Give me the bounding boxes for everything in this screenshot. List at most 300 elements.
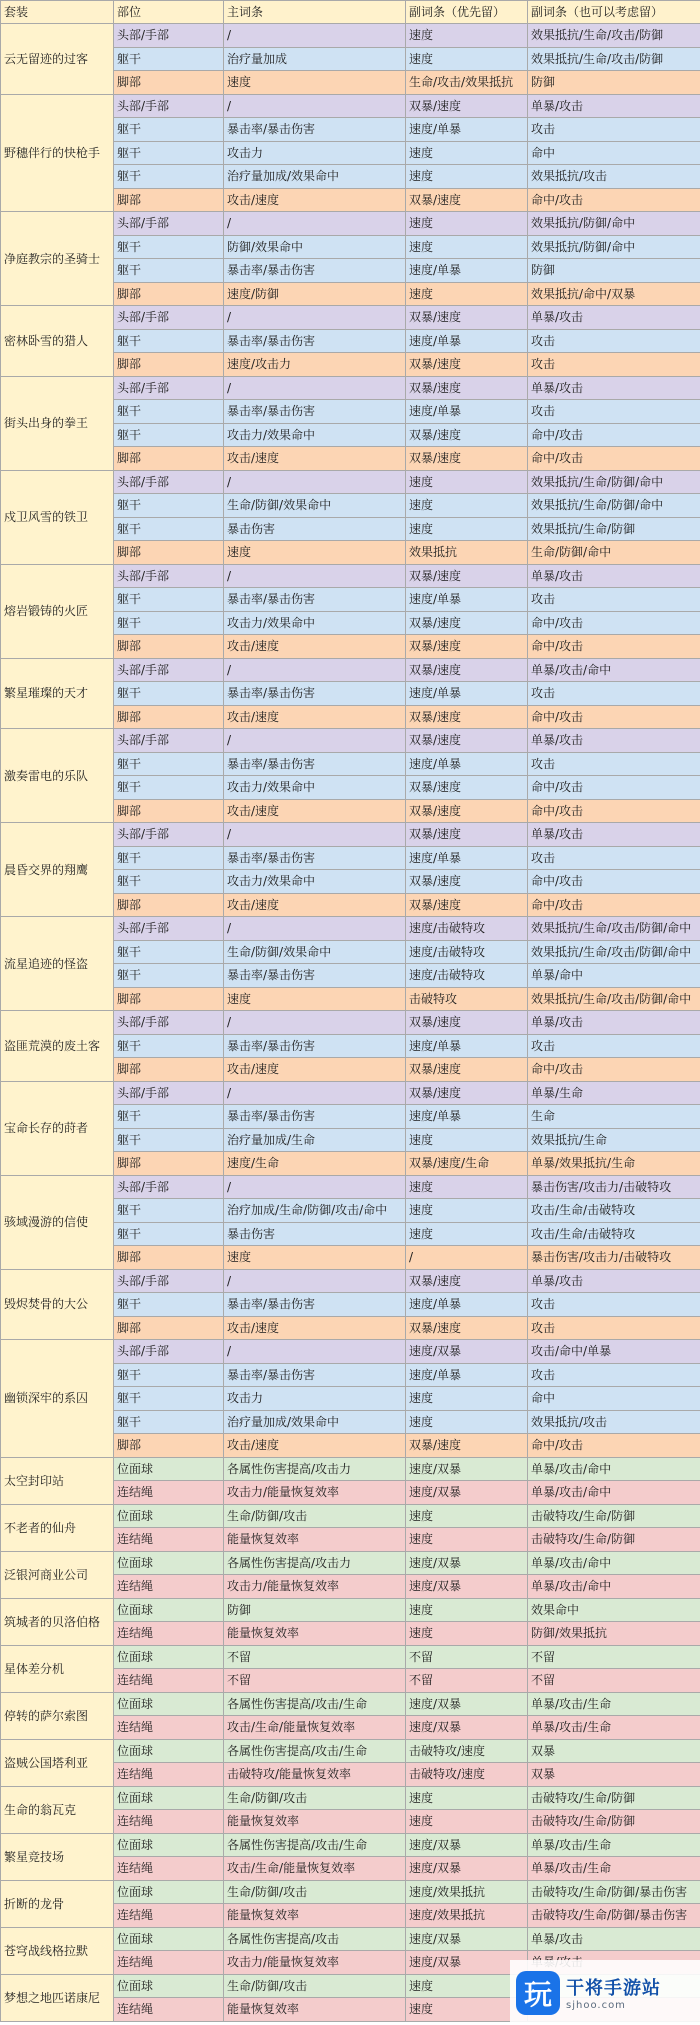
sub-stat-priority-cell: 速度 bbox=[406, 1974, 528, 1998]
main-stat-cell: 生命/防御/攻击 bbox=[224, 1880, 406, 1904]
sub-stat-priority-cell: 速度 bbox=[406, 24, 528, 48]
set-name-cell: 净庭教宗的圣骑士 bbox=[1, 212, 114, 306]
main-stat-cell: 攻击/速度 bbox=[224, 705, 406, 729]
main-stat-cell: 治疗量加成/效果命中 bbox=[224, 165, 406, 189]
sub-stat-priority-cell: 速度/双暴 bbox=[406, 1340, 528, 1364]
sub-stat-optional-cell: 击破特攻/生命/防御/暴击伤害 bbox=[528, 1880, 700, 1904]
slot-cell: 躯干 bbox=[114, 940, 224, 964]
table-row bbox=[1, 1269, 700, 1293]
slot-cell: 躯干 bbox=[114, 329, 224, 353]
main-stat-cell: 各属性伤害提高/攻击/生命 bbox=[224, 1692, 406, 1716]
sub-stat-priority-cell: 速度/效果抵抗 bbox=[406, 1880, 528, 1904]
table-row bbox=[1, 917, 700, 941]
sub-stat-optional-cell: 命中/攻击 bbox=[528, 705, 700, 729]
sub-stat-optional-cell: 命中/攻击 bbox=[528, 1434, 700, 1458]
sub-stat-priority-cell: 不留 bbox=[406, 1645, 528, 1669]
main-stat-cell: / bbox=[224, 1081, 406, 1105]
set-name-cell: 太空封印站 bbox=[1, 1457, 114, 1504]
sub-stat-priority-cell: 双暴/速度 bbox=[406, 564, 528, 588]
sub-stat-priority-cell: 速度 bbox=[406, 47, 528, 71]
slot-cell: 连结绳 bbox=[114, 1998, 224, 2022]
table-row bbox=[1, 1457, 700, 1481]
slot-cell: 躯干 bbox=[114, 1034, 224, 1058]
main-stat-cell: 攻击力/效果命中 bbox=[224, 776, 406, 800]
sub-stat-optional-cell: 效果抵抗/生命/防御/命中 bbox=[528, 494, 700, 518]
sub-stat-optional-cell: 单暴/攻击/命中 bbox=[528, 658, 700, 682]
table-row bbox=[1, 1598, 700, 1622]
main-stat-cell: / bbox=[224, 24, 406, 48]
sub-stat-optional-cell: 不留 bbox=[528, 1669, 700, 1693]
main-stat-cell: 生命/防御/攻击 bbox=[224, 1974, 406, 1998]
table-row bbox=[1, 823, 700, 847]
slot-cell: 头部/手部 bbox=[114, 1081, 224, 1105]
table-row bbox=[1, 564, 700, 588]
main-stat-cell: 各属性伤害提高/攻击/生命 bbox=[224, 1833, 406, 1857]
set-name-cell: 苍穹战线格拉默 bbox=[1, 1927, 114, 1974]
table-row bbox=[1, 1081, 700, 1105]
sub-stat-priority-cell: 速度 bbox=[406, 165, 528, 189]
sub-stat-optional-cell: 生命/防御/命中 bbox=[528, 541, 700, 565]
main-stat-cell: 治疗量加成/效果命中 bbox=[224, 1410, 406, 1434]
sub-stat-priority-cell: 速度/双暴 bbox=[406, 1833, 528, 1857]
sub-stat-priority-cell: 双暴/速度 bbox=[406, 423, 528, 447]
main-stat-cell: 暴击率/暴击伤害 bbox=[224, 1293, 406, 1317]
sub-stat-optional-cell: 攻击 bbox=[528, 682, 700, 706]
sub-stat-optional-cell: 效果抵抗/生命/攻击/防御 bbox=[528, 24, 700, 48]
sub-stat-priority-cell: 速度 bbox=[406, 1199, 528, 1223]
sub-stat-priority-cell: 速度/双暴 bbox=[406, 1481, 528, 1505]
main-stat-cell: 攻击/速度 bbox=[224, 188, 406, 212]
sub-stat-optional-cell: 单暴/攻击 bbox=[528, 564, 700, 588]
sub-stat-priority-cell: 速度/击破特攻 bbox=[406, 940, 528, 964]
slot-cell: 位面球 bbox=[114, 1598, 224, 1622]
sub-stat-optional-cell: 命中/攻击 bbox=[528, 1058, 700, 1082]
sub-stat-priority-cell: 速度 bbox=[406, 1222, 528, 1246]
main-stat-cell: 攻击力 bbox=[224, 1387, 406, 1411]
sub-stat-priority-cell: 速度 bbox=[406, 470, 528, 494]
sub-stat-optional-cell: 单暴/攻击/生命 bbox=[528, 1716, 700, 1740]
sub-stat-priority-cell: 速度 bbox=[406, 1175, 528, 1199]
main-stat-cell: 不留 bbox=[224, 1669, 406, 1693]
sub-stat-optional-cell: 攻击 bbox=[528, 588, 700, 612]
sub-stat-priority-cell: 双暴/速度 bbox=[406, 776, 528, 800]
sub-stat-priority-cell: 双暴/速度 bbox=[406, 188, 528, 212]
main-stat-cell: 攻击/速度 bbox=[224, 1316, 406, 1340]
sub-stat-priority-cell: 双暴/速度 bbox=[406, 1316, 528, 1340]
sub-stat-optional-cell: 攻击 bbox=[528, 1034, 700, 1058]
set-name-cell: 盗贼公国塔利亚 bbox=[1, 1739, 114, 1786]
main-stat-cell: 暴击率/暴击伤害 bbox=[224, 1105, 406, 1129]
sub-stat-priority-cell: 双暴/速度 bbox=[406, 1058, 528, 1082]
sub-stat-optional-cell: 命中 bbox=[528, 141, 700, 165]
sub-stat-priority-cell: 速度/效果抵抗 bbox=[406, 1904, 528, 1928]
sub-stat-priority-cell: 双暴/速度 bbox=[406, 353, 528, 377]
main-stat-cell: 攻击力/能量恢复效率 bbox=[224, 1575, 406, 1599]
sub-stat-priority-cell: 速度/单暴 bbox=[406, 752, 528, 776]
slot-cell: 位面球 bbox=[114, 1645, 224, 1669]
table-row bbox=[1, 1786, 700, 1810]
main-stat-cell: 攻击力/能量恢复效率 bbox=[224, 1951, 406, 1975]
watermark-text bbox=[566, 1974, 661, 2011]
slot-cell: 脚部 bbox=[114, 1152, 224, 1176]
sub-stat-priority-cell: 击破特攻/速度 bbox=[406, 1739, 528, 1763]
sub-stat-optional-cell: 击破特攻/生命/防御 bbox=[528, 1810, 700, 1834]
main-stat-cell: 击破特攻/能量恢复效率 bbox=[224, 1763, 406, 1787]
sub-stat-optional-cell: 单暴/攻击 bbox=[528, 823, 700, 847]
slot-cell: 躯干 bbox=[114, 682, 224, 706]
slot-cell: 躯干 bbox=[114, 1199, 224, 1223]
slot-cell: 头部/手部 bbox=[114, 470, 224, 494]
main-stat-cell: 暴击伤害 bbox=[224, 1222, 406, 1246]
table-row bbox=[1, 1551, 700, 1575]
sub-stat-priority-cell: 双暴/速度 bbox=[406, 635, 528, 659]
sub-stat-priority-cell: 速度/单暴 bbox=[406, 259, 528, 283]
sub-stat-optional-cell: 命中/攻击 bbox=[528, 799, 700, 823]
sub-stat-optional-cell: 命中/攻击 bbox=[528, 870, 700, 894]
sub-stat-optional-cell: 命中/攻击 bbox=[528, 423, 700, 447]
sub-stat-optional-cell: 效果命中 bbox=[528, 1598, 700, 1622]
slot-cell: 躯干 bbox=[114, 165, 224, 189]
slot-cell: 躯干 bbox=[114, 494, 224, 518]
sub-stat-priority-cell: 速度/单暴 bbox=[406, 400, 528, 424]
main-stat-cell: 生命/防御/攻击 bbox=[224, 1504, 406, 1528]
sub-stat-optional-cell: 攻击 bbox=[528, 329, 700, 353]
sub-stat-optional-cell: 击破特攻/生命/防御 bbox=[528, 1786, 700, 1810]
slot-cell: 躯干 bbox=[114, 1293, 224, 1317]
set-name-cell: 繁星璀璨的天才 bbox=[1, 658, 114, 729]
slot-cell: 脚部 bbox=[114, 705, 224, 729]
sub-stat-optional-cell: 单暴/攻击/命中 bbox=[528, 1551, 700, 1575]
sub-stat-priority-cell: 速度 bbox=[406, 1786, 528, 1810]
slot-cell: 连结绳 bbox=[114, 1716, 224, 1740]
slot-cell: 脚部 bbox=[114, 893, 224, 917]
sub-stat-optional-cell: 命中/攻击 bbox=[528, 447, 700, 471]
sub-stat-priority-cell: 速度/双暴 bbox=[406, 1716, 528, 1740]
main-stat-cell: / bbox=[224, 823, 406, 847]
sub-stat-priority-cell: 速度 bbox=[406, 1998, 528, 2022]
header-sub-stat-optional: 副词条（也可以考虑留） bbox=[528, 1, 700, 24]
sub-stat-optional-cell: 单暴/攻击/生命 bbox=[528, 1833, 700, 1857]
slot-cell: 连结绳 bbox=[114, 1528, 224, 1552]
slot-cell: 躯干 bbox=[114, 517, 224, 541]
sub-stat-optional-cell: 命中/攻击 bbox=[528, 893, 700, 917]
slot-cell: 连结绳 bbox=[114, 1669, 224, 1693]
sub-stat-priority-cell: 速度/单暴 bbox=[406, 846, 528, 870]
table-row bbox=[1, 24, 700, 48]
set-name-cell: 不老者的仙舟 bbox=[1, 1504, 114, 1551]
sub-stat-priority-cell: 双暴/速度 bbox=[406, 1081, 528, 1105]
main-stat-cell: 暴击率/暴击伤害 bbox=[224, 964, 406, 988]
sub-stat-optional-cell: 效果抵抗/防御/命中 bbox=[528, 235, 700, 259]
sub-stat-priority-cell: 速度/单暴 bbox=[406, 118, 528, 142]
main-stat-cell: 速度/攻击力 bbox=[224, 353, 406, 377]
table-row bbox=[1, 1645, 700, 1669]
main-stat-cell: / bbox=[224, 94, 406, 118]
main-stat-cell: 攻击/速度 bbox=[224, 635, 406, 659]
slot-cell: 躯干 bbox=[114, 776, 224, 800]
slot-cell: 位面球 bbox=[114, 1504, 224, 1528]
slot-cell: 位面球 bbox=[114, 1880, 224, 1904]
sub-stat-priority-cell: 双暴/速度 bbox=[406, 94, 528, 118]
sub-stat-priority-cell: / bbox=[406, 1246, 528, 1270]
slot-cell: 连结绳 bbox=[114, 1575, 224, 1599]
header-slot: 部位 bbox=[114, 1, 224, 24]
slot-cell: 脚部 bbox=[114, 353, 224, 377]
slot-cell: 位面球 bbox=[114, 1739, 224, 1763]
sub-stat-optional-cell: 攻击/生命/击破特攻 bbox=[528, 1222, 700, 1246]
sub-stat-optional-cell: 效果抵抗/命中/双暴 bbox=[528, 282, 700, 306]
slot-cell: 脚部 bbox=[114, 71, 224, 95]
sub-stat-optional-cell: 效果抵抗/攻击 bbox=[528, 1410, 700, 1434]
sub-stat-priority-cell: 速度/单暴 bbox=[406, 1105, 528, 1129]
sub-stat-priority-cell: 双暴/速度 bbox=[406, 823, 528, 847]
set-name-cell: 生命的翁瓦克 bbox=[1, 1786, 114, 1833]
sub-stat-optional-cell: 效果抵抗/生命 bbox=[528, 1128, 700, 1152]
set-name-cell: 晨昏交界的翔鹰 bbox=[1, 823, 114, 917]
sub-stat-priority-cell: 速度/单暴 bbox=[406, 1034, 528, 1058]
slot-cell: 头部/手部 bbox=[114, 729, 224, 753]
slot-cell: 躯干 bbox=[114, 611, 224, 635]
sub-stat-priority-cell: 双暴/速度 bbox=[406, 1011, 528, 1035]
main-stat-cell: / bbox=[224, 564, 406, 588]
sub-stat-priority-cell: 双暴/速度 bbox=[406, 729, 528, 753]
main-stat-cell: 速度/生命 bbox=[224, 1152, 406, 1176]
sub-stat-priority-cell: 速度/单暴 bbox=[406, 1293, 528, 1317]
table-row bbox=[1, 1692, 700, 1716]
main-stat-cell: 暴击伤害 bbox=[224, 517, 406, 541]
set-name-cell: 繁星竞技场 bbox=[1, 1833, 114, 1880]
slot-cell: 头部/手部 bbox=[114, 1340, 224, 1364]
sub-stat-optional-cell: 单暴/效果抵抗/生命 bbox=[528, 1152, 700, 1176]
sub-stat-optional-cell: 效果抵抗/生命/攻击/防御 bbox=[528, 47, 700, 71]
main-stat-cell: 攻击/速度 bbox=[224, 447, 406, 471]
main-stat-cell: / bbox=[224, 658, 406, 682]
slot-cell: 躯干 bbox=[114, 1410, 224, 1434]
slot-cell: 位面球 bbox=[114, 1457, 224, 1481]
slot-cell: 连结绳 bbox=[114, 1481, 224, 1505]
sub-stat-priority-cell: 速度 bbox=[406, 1504, 528, 1528]
slot-cell: 连结绳 bbox=[114, 1810, 224, 1834]
slot-cell: 位面球 bbox=[114, 1974, 224, 1998]
slot-cell: 位面球 bbox=[114, 1786, 224, 1810]
main-stat-cell: 速度 bbox=[224, 1246, 406, 1270]
sub-stat-priority-cell: 速度/击破特攻 bbox=[406, 917, 528, 941]
sub-stat-optional-cell: 击破特攻/生命/防御/暴击伤害 bbox=[528, 1904, 700, 1928]
main-stat-cell: 攻击/速度 bbox=[224, 893, 406, 917]
slot-cell: 连结绳 bbox=[114, 1763, 224, 1787]
sub-stat-optional-cell: 单暴/攻击 bbox=[528, 729, 700, 753]
sub-stat-priority-cell: 速度 bbox=[406, 1410, 528, 1434]
slot-cell: 位面球 bbox=[114, 1833, 224, 1857]
watermark-site-url: sjhoo.com bbox=[566, 2000, 626, 2011]
sub-stat-optional-cell: 双暴 bbox=[528, 1763, 700, 1787]
slot-cell: 连结绳 bbox=[114, 1904, 224, 1928]
sub-stat-optional-cell: 单暴/攻击 bbox=[528, 1269, 700, 1293]
main-stat-cell: / bbox=[224, 1175, 406, 1199]
slot-cell: 躯干 bbox=[114, 964, 224, 988]
site-watermark bbox=[510, 1960, 700, 2025]
sub-stat-priority-cell: 速度/双暴 bbox=[406, 1951, 528, 1975]
set-name-cell: 盗匪荒漠的废土客 bbox=[1, 1011, 114, 1082]
slot-cell: 头部/手部 bbox=[114, 917, 224, 941]
sub-stat-priority-cell: 速度 bbox=[406, 1387, 528, 1411]
main-stat-cell: 能量恢复效率 bbox=[224, 1528, 406, 1552]
main-stat-cell: 暴击率/暴击伤害 bbox=[224, 329, 406, 353]
sub-stat-optional-cell: 效果抵抗/攻击 bbox=[528, 165, 700, 189]
sub-stat-optional-cell: 攻击 bbox=[528, 118, 700, 142]
main-stat-cell: 暴击率/暴击伤害 bbox=[224, 400, 406, 424]
main-stat-cell: 防御 bbox=[224, 1598, 406, 1622]
sub-stat-priority-cell: 速度 bbox=[406, 1128, 528, 1152]
slot-cell: 脚部 bbox=[114, 188, 224, 212]
slot-cell: 躯干 bbox=[114, 752, 224, 776]
sub-stat-optional-cell: 攻击/命中/单暴 bbox=[528, 1340, 700, 1364]
slot-cell: 连结绳 bbox=[114, 1857, 224, 1881]
slot-cell: 连结绳 bbox=[114, 1622, 224, 1646]
sub-stat-optional-cell: 效果抵抗/生命/防御/命中 bbox=[528, 470, 700, 494]
sub-stat-priority-cell: 速度/双暴 bbox=[406, 1575, 528, 1599]
sub-stat-optional-cell: 效果抵抗/生命/攻击/防御/命中 bbox=[528, 940, 700, 964]
slot-cell: 躯干 bbox=[114, 1105, 224, 1129]
sub-stat-priority-cell: 双暴/速度 bbox=[406, 870, 528, 894]
main-stat-cell: 暴击率/暴击伤害 bbox=[224, 259, 406, 283]
sub-stat-priority-cell: 双暴/速度 bbox=[406, 611, 528, 635]
slot-cell: 头部/手部 bbox=[114, 658, 224, 682]
main-stat-cell: 攻击力/效果命中 bbox=[224, 611, 406, 635]
watermark-site-name: 干将手游站 bbox=[566, 1978, 661, 1999]
slot-cell: 头部/手部 bbox=[114, 306, 224, 330]
table-row bbox=[1, 1880, 700, 1904]
table-row bbox=[1, 1340, 700, 1364]
slot-cell: 头部/手部 bbox=[114, 94, 224, 118]
main-stat-cell: / bbox=[224, 1340, 406, 1364]
main-stat-cell: 攻击/速度 bbox=[224, 1058, 406, 1082]
main-stat-cell: 能量恢复效率 bbox=[224, 1810, 406, 1834]
sub-stat-optional-cell: 攻击/生命/击破特攻 bbox=[528, 1199, 700, 1223]
sub-stat-priority-cell: 双暴/速度 bbox=[406, 658, 528, 682]
main-stat-cell: 防御/效果命中 bbox=[224, 235, 406, 259]
slot-cell: 脚部 bbox=[114, 541, 224, 565]
sub-stat-priority-cell: 双暴/速度/生命 bbox=[406, 1152, 528, 1176]
sub-stat-optional-cell: 单暴/攻击/命中 bbox=[528, 1481, 700, 1505]
main-stat-cell: 速度 bbox=[224, 987, 406, 1011]
sub-stat-optional-cell: 生命 bbox=[528, 1105, 700, 1129]
set-name-cell: 毁烬焚骨的大公 bbox=[1, 1269, 114, 1340]
sub-stat-priority-cell: 速度 bbox=[406, 494, 528, 518]
set-name-cell: 幽锁深牢的系囚 bbox=[1, 1340, 114, 1458]
sub-stat-optional-cell: 效果抵抗/生命/防御 bbox=[528, 517, 700, 541]
sub-stat-priority-cell: 双暴/速度 bbox=[406, 799, 528, 823]
main-stat-cell: 速度/防御 bbox=[224, 282, 406, 306]
sub-stat-optional-cell: 攻击 bbox=[528, 1363, 700, 1387]
main-stat-cell: 攻击/速度 bbox=[224, 799, 406, 823]
main-stat-cell: / bbox=[224, 917, 406, 941]
slot-cell: 位面球 bbox=[114, 1927, 224, 1951]
table-row bbox=[1, 470, 700, 494]
main-stat-cell: 攻击/生命/能量恢复效率 bbox=[224, 1716, 406, 1740]
sub-stat-priority-cell: 效果抵抗 bbox=[406, 541, 528, 565]
main-stat-cell: 速度 bbox=[224, 541, 406, 565]
sub-stat-priority-cell: 双暴/速度 bbox=[406, 893, 528, 917]
main-stat-cell: / bbox=[224, 470, 406, 494]
sub-stat-optional-cell: 不留 bbox=[528, 1645, 700, 1669]
sub-stat-optional-cell: 效果抵抗/生命/攻击/防御/命中 bbox=[528, 987, 700, 1011]
main-stat-cell: 各属性伤害提高/攻击力 bbox=[224, 1457, 406, 1481]
sub-stat-priority-cell: 速度 bbox=[406, 141, 528, 165]
sub-stat-priority-cell: 双暴/速度 bbox=[406, 376, 528, 400]
main-stat-cell: 生命/防御/效果命中 bbox=[224, 494, 406, 518]
sub-stat-optional-cell: 命中 bbox=[528, 1387, 700, 1411]
sub-stat-optional-cell: 单暴/生命 bbox=[528, 1081, 700, 1105]
sub-stat-priority-cell: 速度 bbox=[406, 1810, 528, 1834]
main-stat-cell: / bbox=[224, 729, 406, 753]
main-stat-cell: 暴击率/暴击伤害 bbox=[224, 1034, 406, 1058]
sub-stat-priority-cell: 双暴/速度 bbox=[406, 447, 528, 471]
set-name-cell: 街头出身的拳王 bbox=[1, 376, 114, 470]
slot-cell: 躯干 bbox=[114, 846, 224, 870]
slot-cell: 脚部 bbox=[114, 1434, 224, 1458]
sub-stat-priority-cell: 速度 bbox=[406, 1598, 528, 1622]
table-header-row bbox=[1, 1, 700, 24]
slot-cell: 脚部 bbox=[114, 282, 224, 306]
slot-cell: 躯干 bbox=[114, 141, 224, 165]
sub-stat-optional-cell: 击破特攻/生命/防御 bbox=[528, 1504, 700, 1528]
sub-stat-optional-cell: 单暴/攻击 bbox=[528, 1927, 700, 1951]
table-body bbox=[1, 24, 700, 2022]
main-stat-cell: 攻击力/能量恢复效率 bbox=[224, 1481, 406, 1505]
main-stat-cell: 各属性伤害提高/攻击力 bbox=[224, 1551, 406, 1575]
sub-stat-optional-cell: 双暴 bbox=[528, 1739, 700, 1763]
table-row bbox=[1, 1175, 700, 1199]
sub-stat-optional-cell: 单暴/攻击/生命 bbox=[528, 1692, 700, 1716]
sub-stat-priority-cell: 速度/单暴 bbox=[406, 1363, 528, 1387]
slot-cell: 脚部 bbox=[114, 1316, 224, 1340]
set-name-cell: 熔岩锻铸的火匠 bbox=[1, 564, 114, 658]
table-row bbox=[1, 658, 700, 682]
slot-cell: 头部/手部 bbox=[114, 823, 224, 847]
header-sub-stat-priority: 副词条（优先留） bbox=[406, 1, 528, 24]
slot-cell: 躯干 bbox=[114, 1128, 224, 1152]
set-name-cell: 骇域漫游的信使 bbox=[1, 1175, 114, 1269]
slot-cell: 脚部 bbox=[114, 447, 224, 471]
main-stat-cell: 治疗量加成/生命 bbox=[224, 1128, 406, 1152]
sub-stat-priority-cell: 双暴/速度 bbox=[406, 705, 528, 729]
sub-stat-priority-cell: 速度 bbox=[406, 235, 528, 259]
sub-stat-optional-cell: 暴击伤害/攻击力/击破特攻 bbox=[528, 1175, 700, 1199]
sub-stat-priority-cell: 速度 bbox=[406, 282, 528, 306]
sub-stat-priority-cell: 速度/双暴 bbox=[406, 1857, 528, 1881]
slot-cell: 躯干 bbox=[114, 400, 224, 424]
sub-stat-optional-cell: 单暴/攻击 bbox=[528, 1011, 700, 1035]
set-name-cell: 激奏雷电的乐队 bbox=[1, 729, 114, 823]
sub-stat-optional-cell: 击破特攻/生命/防御 bbox=[528, 1528, 700, 1552]
main-stat-cell: 攻击力/效果命中 bbox=[224, 423, 406, 447]
main-stat-cell: / bbox=[224, 306, 406, 330]
sub-stat-optional-cell: 防御 bbox=[528, 259, 700, 283]
sub-stat-priority-cell: 速度/击破特攻 bbox=[406, 964, 528, 988]
slot-cell: 连结绳 bbox=[114, 1951, 224, 1975]
sub-stat-optional-cell: 暴击伤害/攻击力/击破特攻 bbox=[528, 1246, 700, 1270]
main-stat-cell: 攻击力/效果命中 bbox=[224, 870, 406, 894]
slot-cell: 位面球 bbox=[114, 1692, 224, 1716]
sub-stat-priority-cell: 生命/攻击/效果抵抗 bbox=[406, 71, 528, 95]
sub-stat-optional-cell: 攻击 bbox=[528, 752, 700, 776]
header-set: 套装 bbox=[1, 1, 114, 24]
set-name-cell: 梦想之地匹诺康尼 bbox=[1, 1974, 114, 2021]
slot-cell: 躯干 bbox=[114, 235, 224, 259]
sub-stat-priority-cell: 双暴/速度 bbox=[406, 306, 528, 330]
sub-stat-optional-cell: 效果抵抗/防御/命中 bbox=[528, 212, 700, 236]
